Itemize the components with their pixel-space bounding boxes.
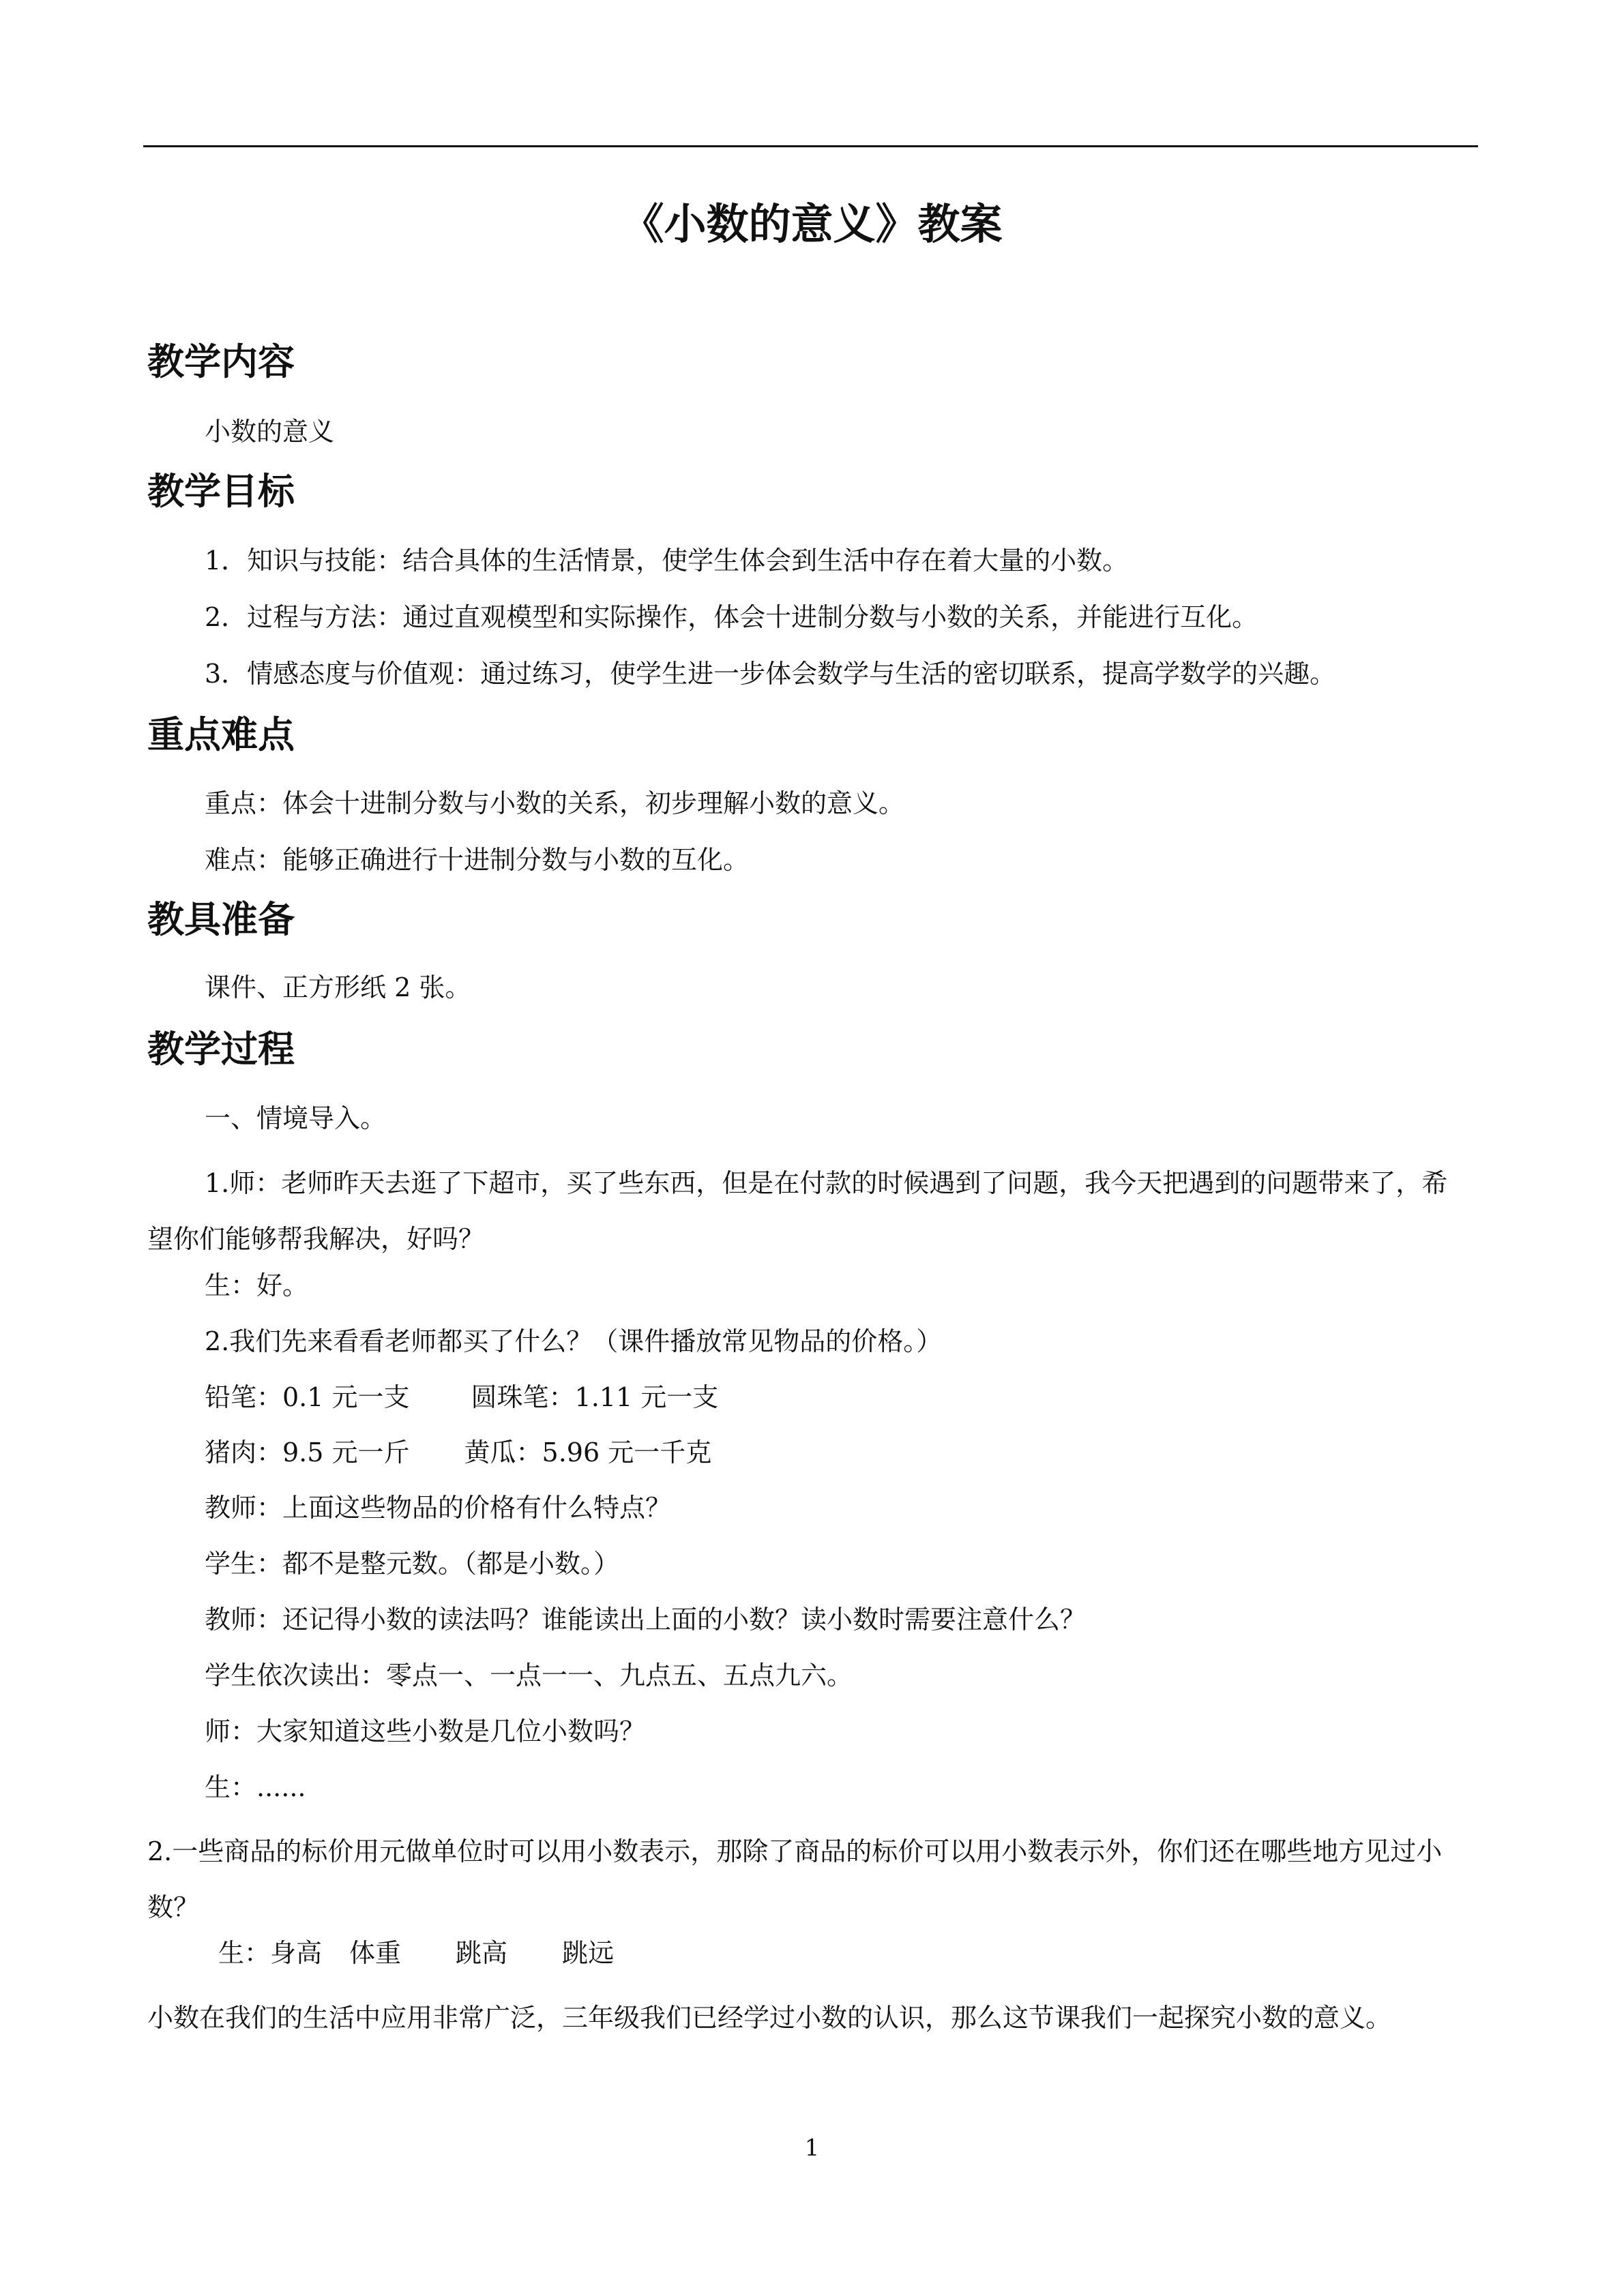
teacher-question-1: 教师：上面这些物品的价格有什么特点？ — [205, 1493, 672, 1523]
student-answer-1: 学生：都不是整元数。（都是小数。） — [205, 1549, 620, 1579]
document-title: 《小数的意义》教案 — [621, 199, 1003, 249]
teacher-question-3: 师：大家知道这些小数是几位小数吗？ — [205, 1716, 646, 1746]
page-number: 1 — [804, 2134, 820, 2162]
student-answer-2: 学生依次读出：零点一、一点一一、九点五、五点九六。 — [205, 1660, 853, 1690]
key-point-text: 重点：体会十进制分数与小数的关系，初步理解小数的意义。 — [205, 788, 905, 818]
teacher-question-2: 教师：还记得小数的读法吗？谁能读出上面的小数？读小数时需要注意什么？ — [205, 1605, 1087, 1635]
heading-process: 教学过程 — [147, 1028, 295, 1071]
student-answer-list — [218, 1934, 614, 1972]
answer-label: 生： — [218, 1938, 271, 1968]
difficulty-text: 难点：能够正确进行十进制分数与小数的互化。 — [205, 845, 750, 875]
price-cucumber: 黄瓜：5.96 元一千克 — [464, 1437, 712, 1467]
process-paragraph-4: 小数在我们的生活中应用非常广泛，三年级我们已经学过小数的认识，那么这节课我们一起探究小数的意义。 — [147, 2003, 1392, 2033]
heading-materials: 教具准备 — [147, 898, 295, 941]
process-paragraph-3: 2.一些商品的标价用元做单位时可以用小数表示，那除了商品的标价可以用小数表示外，你们还在哪些地方见过小数？ — [147, 1836, 1443, 1922]
student-answer-ok: 生：好。 — [205, 1270, 309, 1300]
goal-item-3: 3．情感态度与价值观：通过练习，使学生进一步体会数学与生活的密切联系，提高学数学的兴趣。 — [205, 659, 1336, 689]
answer-weight: 体重 — [349, 1938, 402, 1968]
price-ballpoint-pen: 圆珠笔：1.11 元一支 — [471, 1382, 719, 1412]
header-rule — [143, 145, 1478, 147]
price-pencil: 铅笔：0.1 元一支 — [205, 1382, 410, 1412]
goal-item-1: 1．知识与技能：结合具体的生活情景，使学生体会到生活中存在着大量的小数。 — [205, 546, 1129, 576]
price-line-1 — [205, 1378, 718, 1416]
process-step1-title: 一、情境导入。 — [205, 1103, 387, 1133]
heading-content: 教学内容 — [147, 340, 295, 383]
heading-key-points: 重点难点 — [147, 713, 295, 756]
price-pork: 猪肉：9.5 元一斤 — [205, 1437, 410, 1467]
student-answer-3: 生：...... — [205, 1772, 306, 1802]
process-paragraph-2: 2.我们先来看看老师都买了什么？（课件播放常见物品的价格。） — [205, 1326, 943, 1356]
materials-text: 课件、正方形纸 2 张。 — [205, 972, 471, 1002]
answer-high-jump: 跳高 — [456, 1938, 508, 1968]
price-line-2 — [205, 1433, 711, 1472]
answer-long-jump: 跳远 — [562, 1938, 615, 1968]
answer-height: 身高 — [270, 1938, 323, 1968]
content-text: 小数的意义 — [205, 417, 335, 447]
heading-goals: 教学目标 — [147, 470, 295, 513]
process-paragraph-1: 1.师：老师昨天去逛了下超市，买了些东西，但是在付款的时候遇到了问题，我今天把遇到的问题带来了，希望你们能够帮我解决，好吗？ — [147, 1168, 1448, 1254]
goal-item-2: 2．过程与方法：通过直观模型和实际操作，体会十进制分数与小数的关系，并能进行互化。 — [205, 602, 1258, 632]
